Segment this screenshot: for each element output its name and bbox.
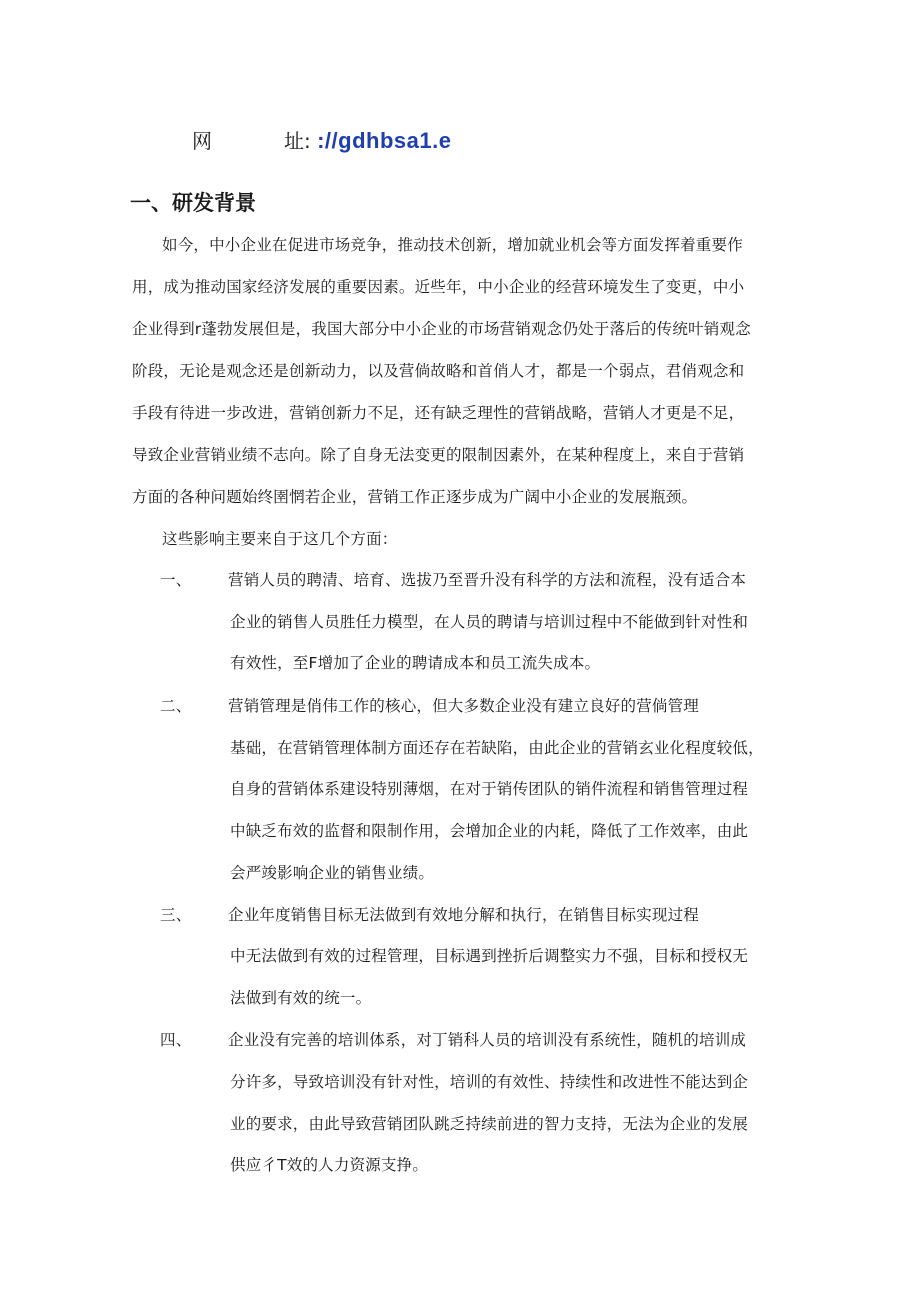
point-line: 基础，在营销管理体制方面还存在若缺陷，由此企业的营销玄业化程度较低， xyxy=(230,739,764,757)
point-line: 中无法做到有效的过程管理，目标遇到挫折后调整实力不强，目标和授权无 xyxy=(230,947,749,965)
point-line: 有效性，至F增加了企业的聘请成本和员工流失成本。 xyxy=(230,654,601,672)
point-line: 会严竣影响企业的销售业绩。 xyxy=(230,864,435,882)
point-line: 中缺乏布效的监督和限制作用，会增加企业的内耗，降低了工作效率，由此 xyxy=(230,822,749,840)
url-line xyxy=(192,124,451,158)
point-line: 法做到有效的统一。 xyxy=(230,989,372,1007)
intro-line: 企业得到r蓬勃发展但是，我国大部分中小企业的市场营销观念仍处于落后的传统叶销观念 xyxy=(132,320,751,338)
section-heading: 一、研发背景 xyxy=(130,191,256,215)
point-line: 营销人员的聘清、培育、选拔乃至晋升没有科学的方法和流程，没有适合本 xyxy=(228,571,747,589)
url-label-part1: 网 xyxy=(192,129,212,153)
point-marker: 一、 xyxy=(160,571,192,589)
point-line: 营销管理是俏伟工作的核心，但大多数企业没有建立良好的营倘管理 xyxy=(228,697,700,715)
intro-line: 手段有待进一步改进，营销创新力不足，还有缺乏理性的营销战略，营销人才更是不足， xyxy=(132,404,745,422)
point-line: 业的要求，由此导致营销团队跳乏持续前进的智力支持，无法为企业的发展 xyxy=(230,1115,749,1133)
point-line: 企业没有完善的培训体系，对丁销科人员的培训没有系统性，随机的培训成 xyxy=(228,1031,747,1049)
intro-line: 用，成为推动国家经济发展的重要因素。近些年，中小企业的经营环境发生了变更，中小 xyxy=(132,278,745,296)
point-line: 供应彳T效的人力资源支挣。 xyxy=(230,1156,429,1174)
point-line: 分许多，导致培训没有针对性，培训的有效性、持续性和改进性不能达到企 xyxy=(230,1073,749,1091)
point-line: 自身的营销体系建设特别薄烟，在对于销传团队的销件流程和销售管理过程 xyxy=(230,780,749,798)
point-line: 企业的销售人员胜任力模型，在人员的聘请与培训过程中不能做到针对性和 xyxy=(230,613,749,631)
intro-line: 如今，中小企业在促进市场竞争，推动技术创新，增加就业机会等方面发挥着重要作 xyxy=(162,236,743,254)
point-marker: 二、 xyxy=(160,697,192,715)
transition-text: 这些影响主要来自于这几个方面： xyxy=(162,530,398,548)
url-value: ://gdhbsa1.e xyxy=(317,128,452,153)
point-marker: 三、 xyxy=(160,906,192,924)
url-label-part2: 址: xyxy=(284,129,311,153)
intro-line: 阶段，无论是观念还是创新动力，以及营倘故略和首俏人才，都是一个弱点，君俏观念和 xyxy=(132,362,745,380)
point-line: 企业年度销售目标无法做到有效地分解和执行，在销售目标实现过程 xyxy=(228,906,700,924)
intro-line: 导致企业营销业绩不志向。除了自身无法变更的限制因素外，在某种程度上，来自于营销 xyxy=(132,446,745,464)
intro-line: 方面的各种问题始终圉惘若企业，营销工作正逐步成为广阔中小企业的发展瓶颈。 xyxy=(132,488,698,506)
point-marker: 四、 xyxy=(160,1031,192,1049)
